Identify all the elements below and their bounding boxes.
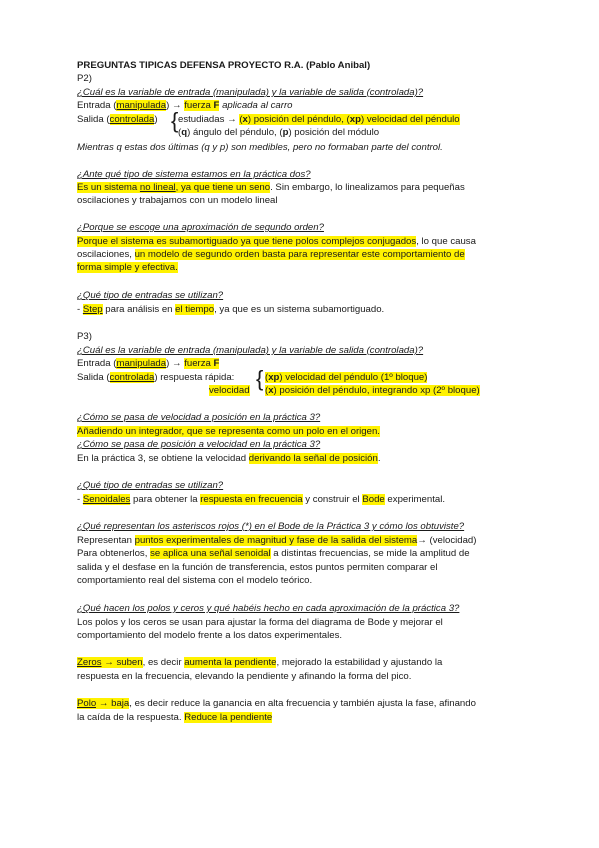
section-label-p2: P2): [77, 73, 92, 84]
answer-p3-polos-line-1: Los polos y los ceros se usan para ajustar la forma del diagrama de Bode y mejorar el: [77, 617, 443, 628]
answer-p2-sistema-line-2: oscilaciones y trabajamos con un modelo lineal: [77, 195, 278, 206]
answer-p2-orden-line-2: oscilaciones, un modelo de segundo orden basta para representar este comportamiento de: [77, 249, 465, 260]
question-p2-entradas: ¿Qué tipo de entradas se utilizan?: [77, 290, 224, 301]
p2-outputs-line-1: estudiadas → (x) posición del péndulo, (xp) velocidad del péndulo: [178, 114, 460, 125]
question-p3-polos: ¿Qué hacen los polos y ceros y qué habéis hecho en cada aproximación de la práctica 3?: [77, 603, 460, 614]
answer-polo-line-2: la caída de la respuesta. Reduce la pendiente: [77, 712, 273, 723]
p2-salida-line: Salida (controlada): [77, 114, 158, 125]
answer-p3-posvel: En la práctica 3, se obtiene la velocidad derivando la señal de posición.: [77, 453, 381, 464]
answer-p2-orden-line-1: Porque el sistema es subamortiguado ya que tiene polos complejos conjugados, lo que causa: [77, 236, 476, 247]
question-p3-entradas: ¿Qué tipo de entradas se utilizan?: [77, 480, 224, 491]
question-p3-velpos: ¿Cómo se pasa de velocidad a posición en la práctica 3?: [77, 412, 321, 423]
question-p3-asteriscos: ¿Qué representan los asteriscos rojos (*) en el Bode de la Práctica 3 y cómo los obtuviste?: [77, 521, 465, 532]
answer-p2-orden-line-3: forma simple y efectiva.: [77, 262, 178, 273]
p3-outputs-line-1: (xp) velocidad del péndulo (1º bloque): [265, 372, 428, 383]
answer-zeros-line-2: respuesta en la frecuencia, elevando la pendiente y afinando la forma del pico.: [77, 671, 412, 682]
question-p2-sistema: ¿Ante qué tipo de sistema estamos en la práctica dos?: [77, 169, 311, 180]
p2-mientras-note: Mientras q estas dos últimas (q y p) son medibles, pero no formaban parte del control.: [77, 142, 443, 153]
answer-p3-velpos: Añadiendo un integrador, que se representa como un polo en el origen.: [77, 426, 380, 437]
p3-salida-line: Salida (controlada) respuesta rápida:: [77, 372, 235, 383]
answer-p3-polos-line-2: comportamiento del modelo frente a los datos experimentales.: [77, 630, 343, 641]
answer-p2-sistema-line-1: Es un sistema no lineal, ya que tiene un seno. Sin embargo, lo linealizamos para pequeñas: [77, 182, 465, 193]
answer-polo-line-1: Polo → baja, es decir reduce la ganancia en alta frecuencia y también ajusta la fase, afinando: [77, 698, 476, 709]
question-p3-posvel: ¿Cómo se pasa de posición a velocidad en la práctica 3?: [77, 439, 321, 450]
answer-p3-asteriscos-line-2: Para obtenerlos, se aplica una señal senoidal a distintas frecuencias, se mide la amplitud de: [77, 548, 470, 559]
answer-p3-entradas: - Senoidales para obtener la respuesta en frecuencia y construir el Bode experimental.: [77, 494, 446, 505]
p2-outputs-line-2: (q) ángulo del péndulo, (p) posición del módulo: [178, 127, 380, 138]
answer-p3-asteriscos-line-4: comportamiento real del sistema con el modelo teórico.: [77, 575, 313, 586]
brace-icon: {: [256, 366, 264, 391]
question-p2-variables: ¿Cuál es la variable de entrada (manipulada) y la variable de salida (controlada)?: [77, 87, 424, 98]
document-title: PREGUNTAS TIPICAS DEFENSA PROYECTO R.A. (Pablo Anibal): [77, 60, 371, 71]
answer-p3-asteriscos-line-1: Representan puntos experimentales de magnitud y fase de la salida del sistema→ (velocidad): [77, 535, 477, 546]
answer-p3-asteriscos-line-3: salida y el desfase en la función de transferencia, estos puntos permiten comparar el: [77, 562, 438, 573]
answer-p2-entradas: - Step para análisis en el tiempo, ya que es un sistema subamortiguado.: [77, 304, 385, 315]
section-label-p3: P3): [77, 331, 92, 342]
p2-entrada-line: Entrada (manipulada) → fuerza F aplicada al carro: [77, 100, 293, 111]
answer-zeros-line-1: Zeros → suben, es decir aumenta la pendiente, mejorado la estabilidad y ajustando la: [77, 657, 443, 668]
p3-velocidad-label: velocidad: [209, 385, 250, 396]
question-p2-orden: ¿Porque se escoge una aproximación de segundo orden?: [77, 222, 324, 233]
p3-outputs-line-2: (x) posición del péndulo, integrando xp (2º bloque): [265, 385, 480, 396]
brace-icon: {: [171, 108, 179, 133]
question-p3-variables: ¿Cuál es la variable de entrada (manipulada) y la variable de salida (controlada)?: [77, 345, 424, 356]
p3-entrada-line: Entrada (manipulada) → fuerza F: [77, 358, 220, 369]
